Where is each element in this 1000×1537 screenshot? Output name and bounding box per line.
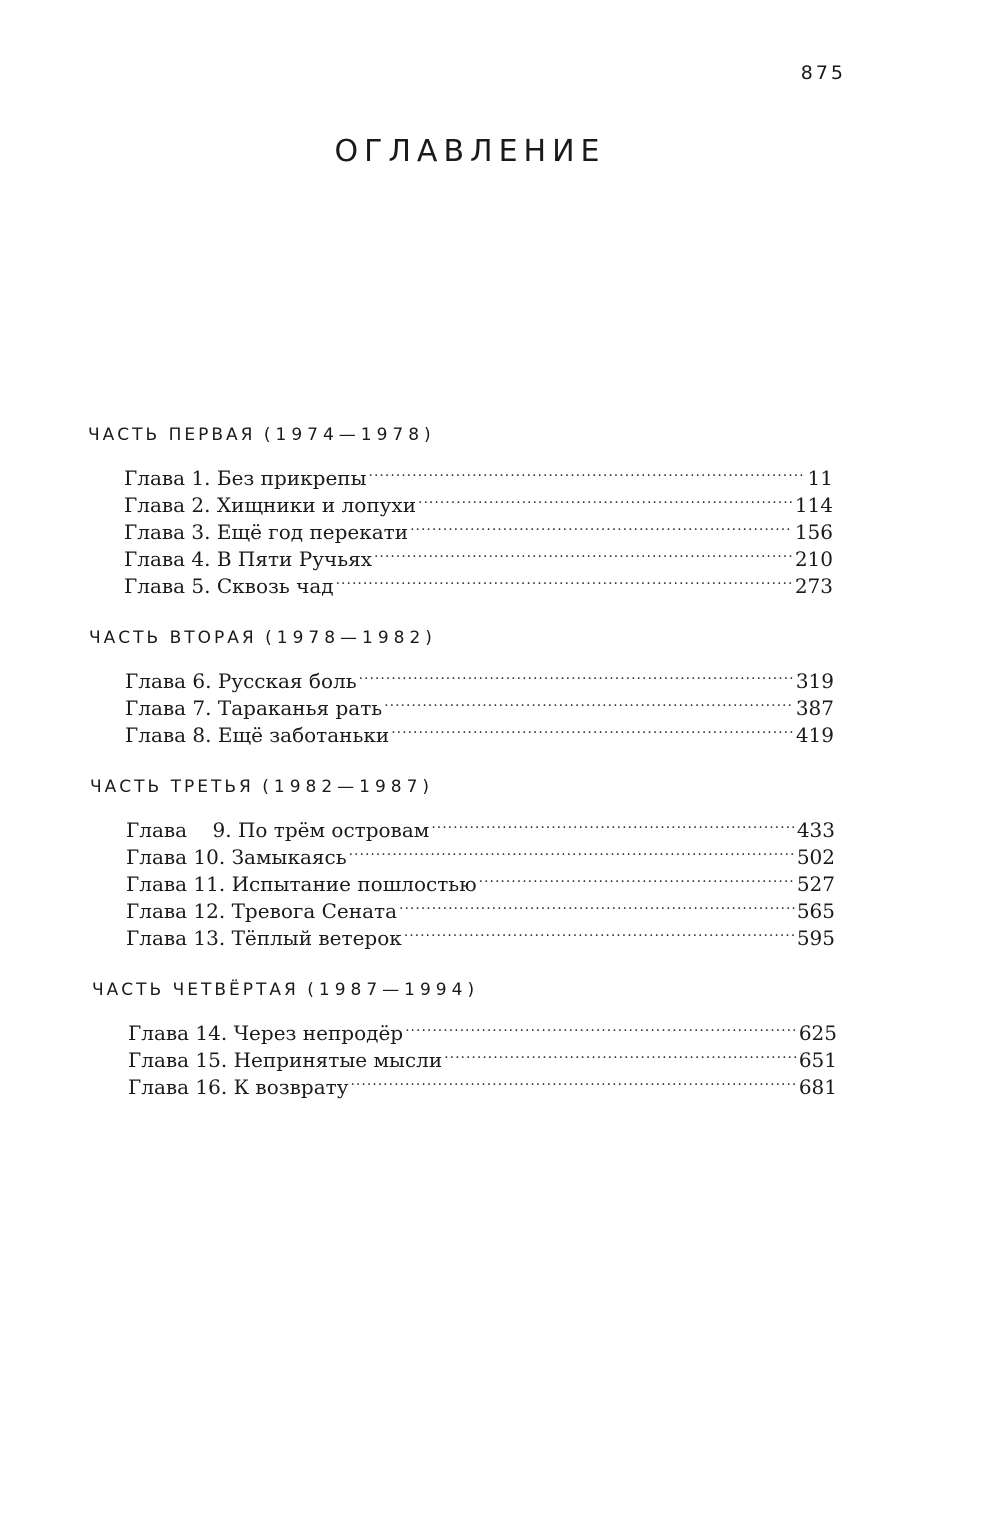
chapter-label: Глава [124, 493, 186, 517]
chapter-title: Без прикрепы [216, 466, 367, 490]
chapter-number: 9. [212, 818, 232, 842]
page-number: 875 [800, 62, 846, 84]
chapter-page: 625 [798, 1021, 837, 1045]
chapter-page: 419 [795, 723, 834, 747]
dot-leader [410, 512, 793, 539]
chapter-label: Глава [125, 723, 187, 747]
chapter-list [125, 661, 834, 747]
chapter-label: Глава [125, 696, 187, 720]
chapter-title: Испытание пошлостью [231, 872, 477, 896]
part-years: (1987—1994) [307, 980, 480, 1000]
chapter-title: Хищники и лопухи [216, 493, 417, 517]
chapter-title: Сквозь чад [216, 574, 334, 598]
chapter-number: 10. [193, 845, 226, 869]
part-years: (1982—1987) [262, 777, 435, 797]
chapter-label: Глава [124, 520, 186, 544]
chapter-label: Глава [125, 669, 187, 693]
dot-leader [431, 810, 795, 837]
dot-leader [405, 1013, 797, 1040]
chapter-number: 6. [192, 669, 212, 693]
chapter-number: 14. [195, 1021, 228, 1045]
chapter-title: В Пяти Ручьях [216, 547, 372, 571]
dot-leader [349, 837, 795, 864]
chapter-title: Тараканья рать [217, 696, 383, 720]
chapter-label: Глава [124, 466, 186, 490]
part-name: ЧАСТЬ ПЕРВАЯ [88, 425, 256, 445]
toc-part-4 [92, 978, 837, 1099]
chapter-title: Через непродёр [233, 1021, 404, 1045]
dot-leader [374, 539, 793, 566]
toc-entry[interactable] [128, 1013, 837, 1045]
dot-leader [350, 1067, 796, 1094]
chapter-page: 11 [807, 466, 833, 490]
chapter-number: 3. [191, 520, 211, 544]
toc-entry[interactable] [126, 810, 835, 842]
dot-leader [336, 566, 793, 593]
chapter-page: 210 [794, 547, 833, 571]
toc-entry[interactable] [125, 661, 834, 693]
chapter-number: 16. [195, 1075, 228, 1099]
chapter-number: 15. [195, 1048, 228, 1072]
chapter-page: 651 [798, 1048, 837, 1072]
chapter-list [124, 458, 833, 598]
chapter-number: 8. [192, 723, 212, 747]
chapter-page: 273 [794, 574, 833, 598]
dot-leader [444, 1040, 797, 1067]
chapter-title: По трём островам [237, 818, 430, 842]
chapter-number: 1. [191, 466, 211, 490]
chapter-label: Глава [126, 818, 188, 842]
part-name: ЧАСТЬ ЧЕТВЁРТАЯ [92, 980, 299, 1000]
dot-leader [359, 661, 794, 688]
dot-leader [418, 485, 793, 512]
chapter-title: Русская боль [217, 669, 357, 693]
chapter-page: 319 [795, 669, 834, 693]
chapter-label: Глава [128, 1048, 190, 1072]
chapter-page: 595 [796, 926, 835, 950]
chapter-page: 156 [794, 520, 833, 544]
dot-leader [369, 458, 806, 485]
dot-leader [391, 715, 794, 742]
part-name: ЧАСТЬ ВТОРАЯ [89, 628, 257, 648]
chapter-number: 7. [192, 696, 212, 720]
chapter-label: Глава [126, 845, 188, 869]
part-name: ЧАСТЬ ТРЕТЬЯ [90, 777, 254, 797]
chapter-title: Ещё год перекати [216, 520, 409, 544]
toc-entry[interactable] [124, 458, 833, 490]
chapter-number: 4. [191, 547, 211, 571]
chapter-label: Глава [128, 1021, 190, 1045]
chapter-number: 5. [191, 574, 211, 598]
chapter-list [128, 1013, 837, 1099]
chapter-page: 502 [796, 845, 835, 869]
chapter-title: Тревога Сената [231, 899, 398, 923]
chapter-title: К возврату [233, 1075, 349, 1099]
toc-part-2 [89, 626, 834, 747]
chapter-title: Ещё заботаньки [217, 723, 390, 747]
chapter-label: Глава [126, 899, 188, 923]
chapter-list [126, 810, 835, 950]
chapter-number: 2. [191, 493, 211, 517]
chapter-label: Глава [126, 872, 188, 896]
chapter-number: 12. [193, 899, 226, 923]
part-years: (1974—1978) [263, 425, 436, 445]
dot-leader [384, 688, 794, 715]
chapter-label: Глава [124, 547, 186, 571]
chapter-title: Непринятые мысли [233, 1048, 443, 1072]
chapter-number: 11. [193, 872, 226, 896]
dot-leader [404, 918, 795, 945]
chapter-title: Замыкаясь [231, 845, 347, 869]
dot-leader [479, 864, 795, 891]
part-years: (1978—1982) [265, 628, 437, 648]
chapter-title: Тёплый ветерок [231, 926, 402, 950]
chapter-number: 13. [193, 926, 226, 950]
chapter-label: Глава [124, 574, 186, 598]
dot-leader [399, 891, 795, 918]
chapter-page: 114 [794, 493, 833, 517]
part-heading [90, 775, 835, 799]
toc-part-1 [88, 423, 833, 598]
chapter-label: Глава [126, 926, 188, 950]
toc-part-3 [90, 775, 835, 950]
chapter-page: 433 [796, 818, 835, 842]
part-heading [92, 978, 837, 1002]
chapter-page: 527 [796, 872, 835, 896]
chapter-page: 387 [795, 696, 834, 720]
chapter-label: Глава [128, 1075, 190, 1099]
chapter-page: 565 [796, 899, 835, 923]
part-heading [88, 423, 833, 447]
chapter-page: 681 [798, 1075, 837, 1099]
part-heading [89, 626, 834, 650]
page-title: ОГЛАВЛЕНИЕ [334, 134, 606, 169]
